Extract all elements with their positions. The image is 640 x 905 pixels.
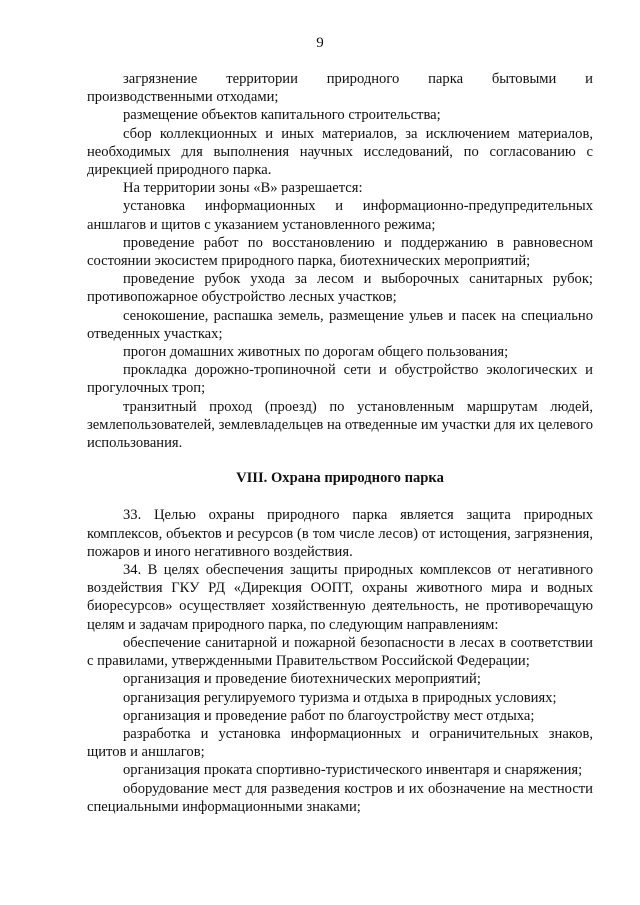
paragraph: На территории зоны «В» разрешается: bbox=[123, 180, 363, 197]
paragraph: проведение работ по восстановлению и поддержанию в равновесном состоянии экосистем природного парка, биотехнических мероприятий; bbox=[87, 234, 593, 270]
paragraph: 34. В целях обеспечения защиты природных комплексов от негативного воздействия ГКУ РД «Дирекция ООПТ, охраны животного мира и водных биоресурсов» осуществляет хозяйственную деятельность, не противоречащую целям и задачам природного парка, по следующим направлениям: bbox=[87, 562, 593, 633]
paragraph: прокладка дорожно-тропиночной сети и обустройство экологических и прогулочных троп; bbox=[87, 362, 593, 397]
paragraph: организация проката спортивно-туристического инвентаря и снаряжения; bbox=[123, 762, 583, 779]
page-number: 9 bbox=[316, 35, 324, 51]
paragraph: сбор коллекционных и иных материалов, за исключением материалов, необходимых для выполнения научных исследований, по согласованию с дирекцией природного парка. bbox=[87, 125, 593, 179]
paragraph: разработка и установка информационных и ограничительных знаков, щитов и аншлагов; bbox=[87, 725, 593, 761]
paragraph: транзитный проход (проезд) по установленным маршрутам людей, землепользователей, землевладельцев на отведенные им участки для их целевого использования. bbox=[87, 398, 593, 452]
paragraph: обеспечение санитарной и пожарной безопасности в лесах в соответствии с правилами, утвержденными Правительством Российской Федерации; bbox=[87, 634, 593, 670]
paragraph: прогон домашних животных по дорогам общего пользования; bbox=[123, 344, 509, 361]
document-body bbox=[87, 70, 593, 816]
section-heading: VIII. Охрана природного парка bbox=[236, 470, 444, 487]
paragraph: размещение объектов капитального строительства; bbox=[123, 107, 441, 124]
paragraph: сенокошение, распашка земель, размещение ульев и пасек на специально отведенных участках; bbox=[87, 307, 593, 342]
paragraph: установка информационных и информационно-предупредительных аншлагов и щитов с указанием установленного режима; bbox=[87, 198, 593, 233]
paragraph: проведение рубок ухода за лесом и выборочных санитарных рубок; противопожарное обустройство лесных участков; bbox=[87, 271, 593, 306]
paragraph: загрязнение территории природного парка бытовыми и производственными отходами; bbox=[87, 71, 593, 106]
paragraph: 33. Целью охраны природного парка является защита природных комплексов, объектов и ресурсов (в том числе лесов) от истощения, загрязнения, пожаров и иного негативного воздействия. bbox=[87, 507, 593, 560]
paragraph: организация регулируемого туризма и отдыха в природных условиях; bbox=[123, 689, 557, 706]
paragraph: организация и проведение работ по благоустройству мест отдыха; bbox=[123, 707, 535, 724]
paragraph: оборудование мест для разведения костров и их обозначение на местности специальными информационными знаками; bbox=[87, 780, 593, 815]
paragraph: организация и проведение биотехнических мероприятий; bbox=[123, 671, 481, 688]
